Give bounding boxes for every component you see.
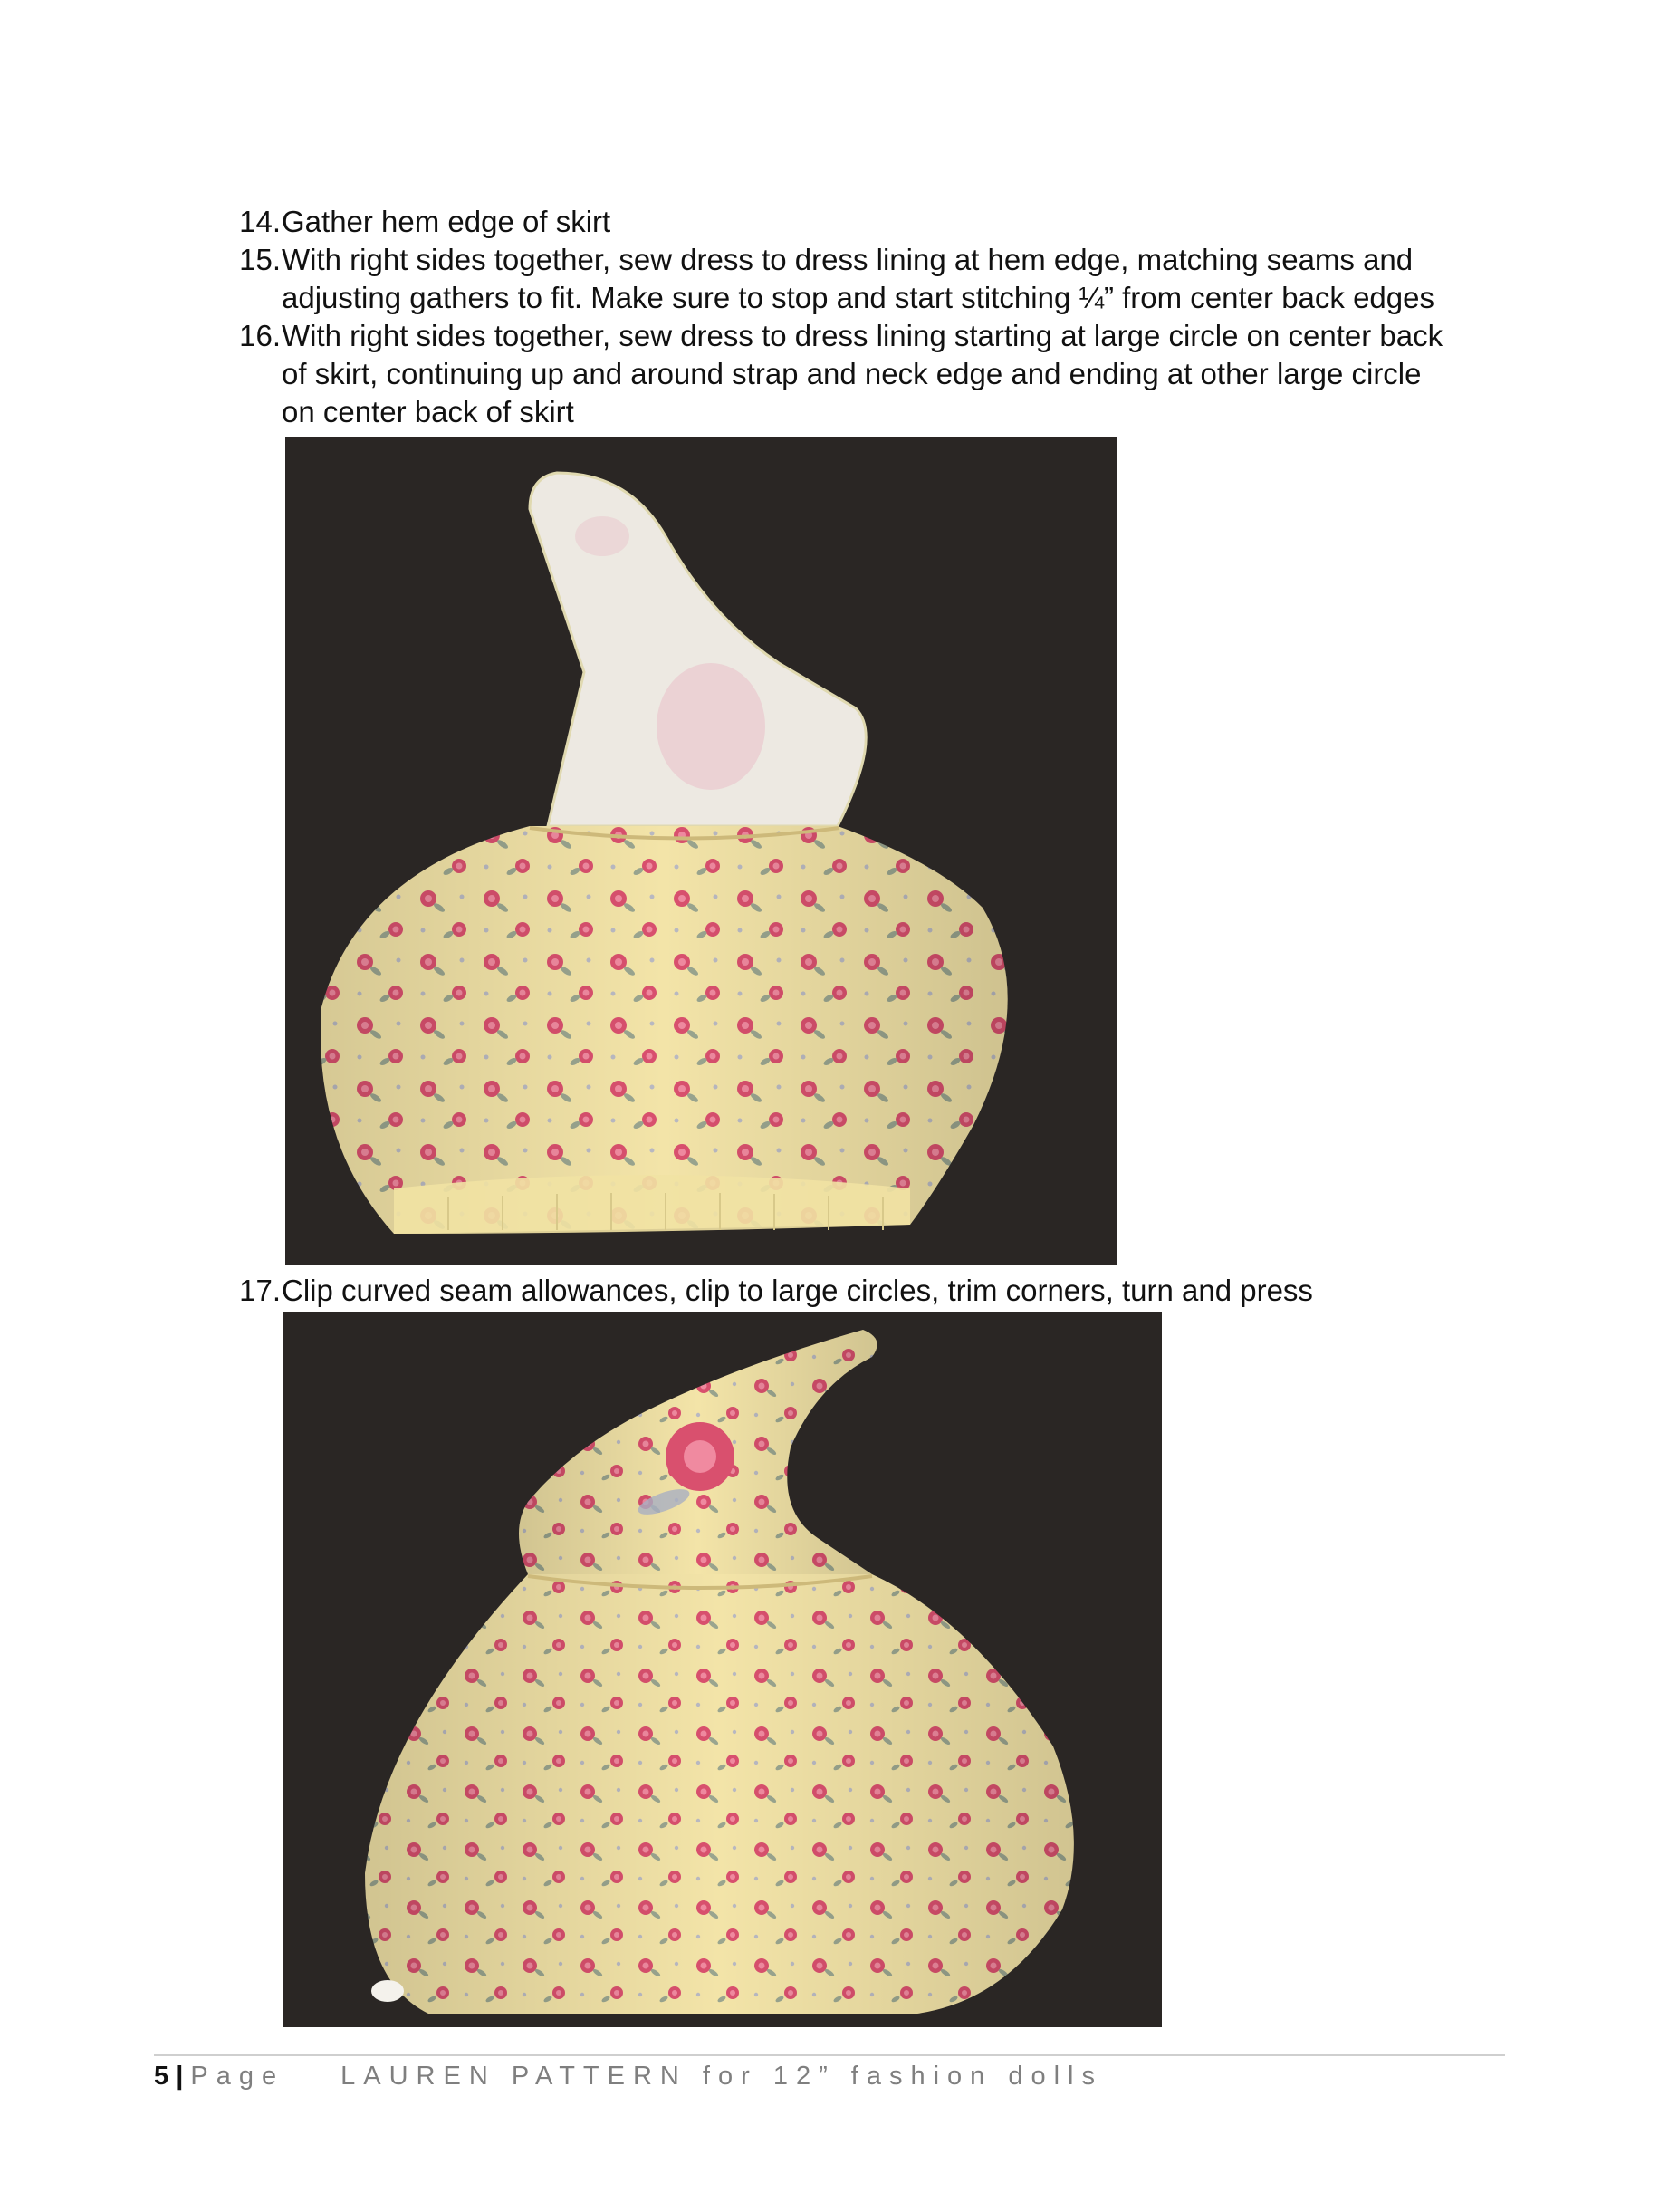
step-line: adjusting gathers to fit. Make sure to stop and start stitching ¼” from center back edges xyxy=(282,281,1434,314)
page-label: Page xyxy=(190,2062,285,2091)
step-text xyxy=(282,317,1514,431)
step-line: Gather hem edge of skirt xyxy=(282,205,611,238)
step-number: 15. xyxy=(239,243,281,276)
step-number: 17. xyxy=(239,1274,281,1307)
page-footer xyxy=(154,2062,1103,2092)
footer-separator: | xyxy=(176,2062,184,2091)
step-line: on center back of skirt xyxy=(282,395,574,428)
dress-inside-out-image xyxy=(285,437,1117,1265)
step-line: With right sides together, sew dress to dress lining starting at large circle on center back xyxy=(282,319,1443,352)
step-text xyxy=(282,203,1514,241)
photo-dress-turned-pressed xyxy=(283,1312,1162,2027)
step-text xyxy=(282,1272,1514,1310)
step-text xyxy=(282,241,1514,317)
step-line: With right sides together, sew dress to dress lining at hem edge, matching seams and xyxy=(282,243,1414,276)
step-17 xyxy=(228,1272,1514,1310)
document-title: LAUREN PATTERN for 12” fashion dolls xyxy=(340,2062,1104,2091)
step-number: 16. xyxy=(239,319,281,352)
photo-dress-inside-out xyxy=(285,437,1117,1265)
step-16 xyxy=(228,317,1514,431)
dress-turned-image xyxy=(283,1312,1162,2027)
page-number: 5 xyxy=(154,2062,169,2091)
step-14 xyxy=(228,203,1514,241)
footer-divider xyxy=(154,2054,1505,2056)
step-line: of skirt, continuing up and around strap and neck edge and ending at other large circle xyxy=(282,357,1422,390)
step-line: Clip curved seam allowances, clip to large circles, trim corners, turn and press xyxy=(282,1274,1313,1307)
step-15 xyxy=(228,241,1514,317)
step-number: 14. xyxy=(239,205,281,238)
